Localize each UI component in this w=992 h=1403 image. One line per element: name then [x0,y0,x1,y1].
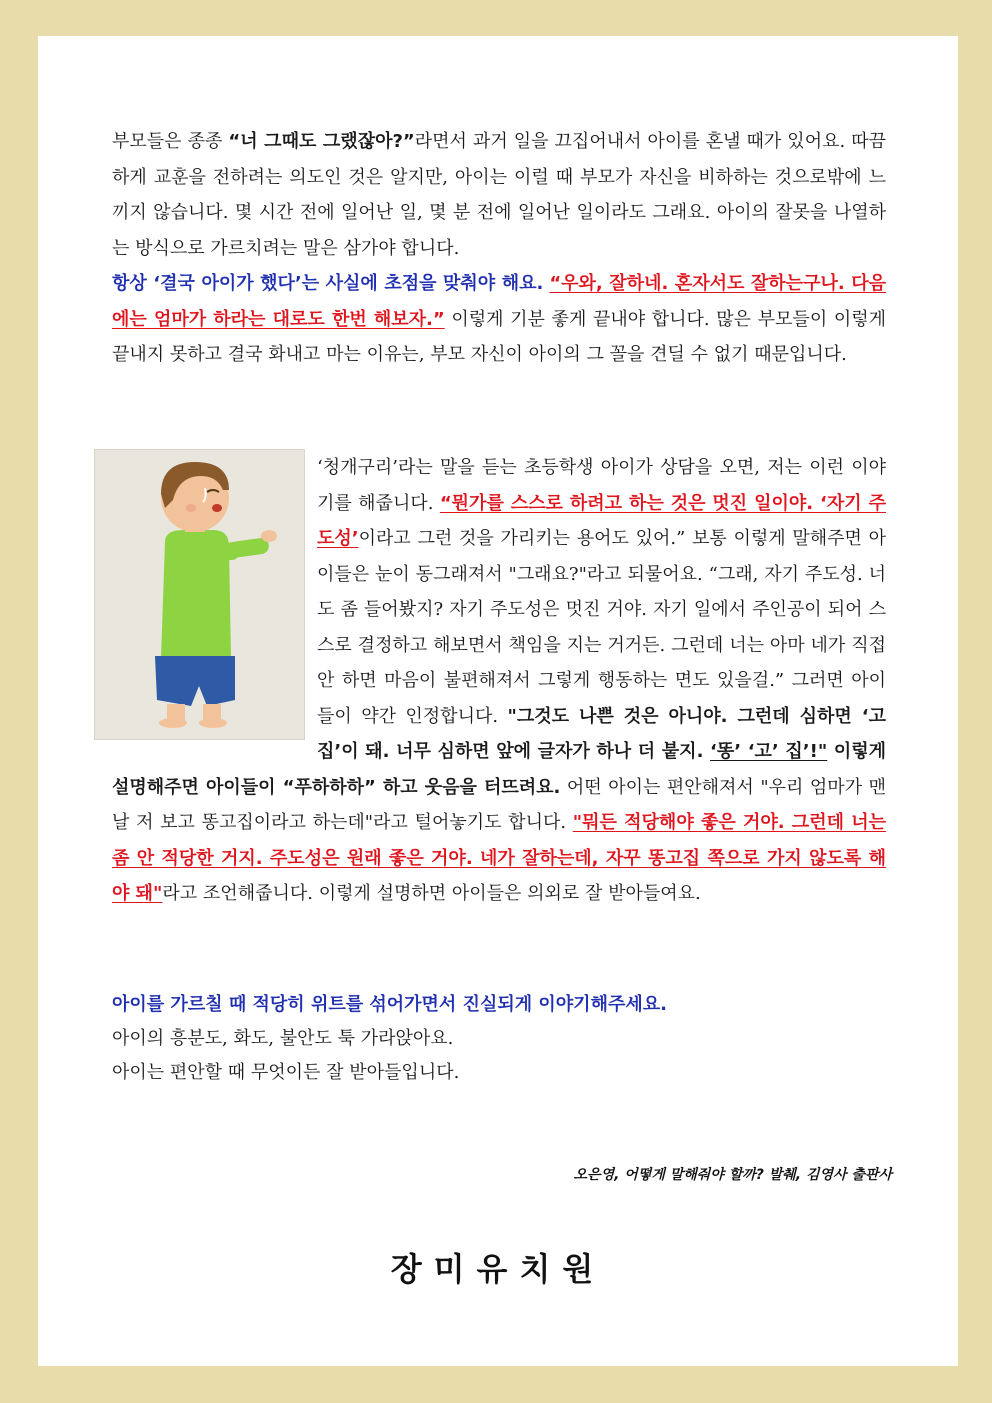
intro-quote-red: “우와, 잘하네. 혼자서도 잘하는구나. 다음에는 엄마가 하라는 대로도 한번 해보자.” [112,273,886,330]
story-text-2: 이라고 그런 것을 가리키는 용어도 있어.” 보통 이렇게 말해주면 아이들은 눈이 동그래져서 "그래요?"라고 되물어요. “그래, 자기 주도성. 너도 좀 들어봤지? 자기 주도성은 멋진 거야. 자기 일에서 주인공이 되어 스스로 결정하고 해보면서 책임을 지는 거거든. 그런데 너는 아마 네가 직접 안 하면 마음이 불편해져서 그렇게 행동하는 면도 있을걸.” 그러면 아이들이 약간 인정합니다. [317,528,886,727]
intro-paragraph [112,124,886,373]
story-text-1: ‘청개구리’라는 말을 듣는 초등학생 아이가 상담을 오면, 저는 이런 이야기를 해줍니다. [317,457,886,514]
story-text-3: 어떤 아이는 편안해져서 "우리 엄마가 맨날 저 보고 똥고집이라고 하는데"라고 털어놓기도 합니다. [112,776,886,833]
intro-text-1: 부모들은 종종 [112,131,229,152]
intro-emphasis-blue: 항상 ‘결국 아이가 했다’는 사실에 초점을 맞춰야 해요. [112,273,544,294]
intro-quote-bold: “너 그때도 그랬잖아?” [228,131,415,152]
child-pointing-illustration [94,449,305,740]
kindergarten-name: 장미유치원 [390,1250,606,1288]
intro-text-3: 이렇게 기분 좋게 끝내야 합니다. 많은 부모들이 이렇게 끝내지 못하고 결국 화내고 마는 이유는, 부모 자신이 아이의 그 꼴을 견딜 수 없기 때문입니다. [112,308,886,365]
closing-line-3: 아이는 편안할 때 무엇이든 잘 받아들입니다. [112,1062,460,1083]
document-page [38,36,958,1366]
story-quote-red-1: “뭔가를 스스로 하려고 하는 것은 멋진 일이야. ‘자기 주도성’ [317,492,886,549]
story-quote-underlined: ‘똥’ ‘고’ 집’!" [710,741,828,762]
closing-block [112,988,886,1090]
story-text-4: 라고 조언해줍니다. 이렇게 설명하면 아이들은 의외로 잘 받아들여요. [162,883,701,904]
story-quote-bold-2: 이렇게 설명해주면 아이들이 “푸하하하” 하고 웃음을 터뜨려요. [112,741,886,798]
closing-line-blue: 아이를 가르칠 때 적당히 위트를 섞어가면서 진실되게 이야기해주세요. [112,994,667,1015]
child-figure-icon [95,450,304,739]
closing-line-2: 아이의 흥분도, 화도, 불안도 툭 가라앉아요. [112,1028,454,1049]
intro-text-2: 라면서 과거 일을 끄집어내서 아이를 혼낼 때가 있어요. 따끔하게 교훈을 전하려는 의도인 것은 알지만, 아이는 이럴 때 부모가 자신을 비하하는 것으로밖에 느끼지 않습니다. 몇 시간 전에 일어난 일, 몇 분 전에 일어난 일이라도 그래요. 아이의 잘못을 나열하는 방식으로 가르치려는 말은 삼가야 합니다. [112,131,886,259]
story-quote-red-2: "뭐든 적당해야 좋은 거야. 그런데 너는 좀 안 적당한 거지. 주도성은 원래 좋은 거야. 네가 잘하는데, 자꾸 똥고집 쪽으로 가지 않도록 해야 돼" [112,812,886,904]
citation: 오은영, 어떻게 말해줘야 할까? 발췌, 김영사 출판사 [573,1167,892,1183]
story-paragraph [112,450,886,912]
story-quote-bold-1: "그것도 나쁜 것은 아니야. 그런데 심하면 ‘고집’이 돼. 너무 심하면 앞에 글자가 하나 더 붙지. [317,705,886,762]
